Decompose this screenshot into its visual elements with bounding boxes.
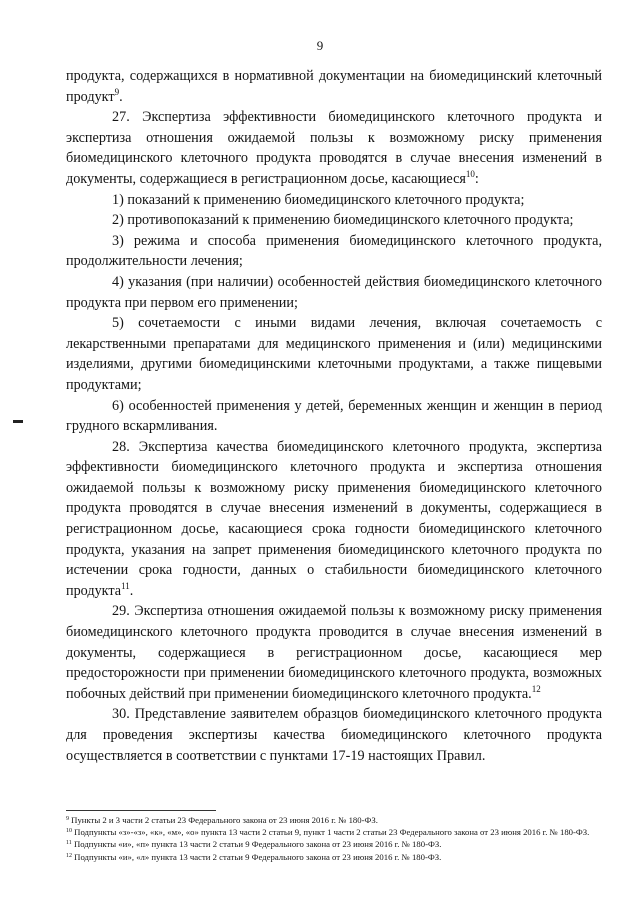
- footnotes: [66, 814, 606, 863]
- margin-mark: [13, 420, 23, 423]
- paragraph-text: 28. Экспертиза качества биомедицинского клеточного продукта, экспертиза эффективности биомедицинского клеточного продукта и экспертиза отношения ожидаемой пользы к возможному риску применения биомедицинского клеточного продукта проводятся в случае внесения изменений в документы, содержащиеся в регистрационном досье, касающиеся срока годности биомедицинского клеточного продукта, указания на запрет применения биомедицинского клеточного продукта по истечении срока годности, данных о стабильности биомедицинского клеточного продукта: [66, 438, 602, 599]
- paragraph-text: 30. Представление заявителем образцов биомедицинского клеточного продукта для проведения экспертизы качества биомедицинского клеточного продукта осуществляется в соответствии с пунктами 17-19 настоящих Правил.: [66, 706, 602, 764]
- paragraph: [66, 396, 602, 437]
- page-number: 9: [316, 38, 324, 53]
- paragraph: [66, 601, 602, 704]
- paragraph-punctuation: :: [474, 170, 479, 187]
- paragraph: [66, 107, 602, 189]
- document-body: [66, 66, 602, 766]
- footnote-text: Пункты 2 и 3 части 2 статьи 23 Федерального закона от 23 июня 2016 г. № 180-ФЗ.: [69, 815, 378, 825]
- footnote-number: 12: [66, 852, 72, 859]
- paragraph-text: 6) особенностей применения у детей, беременных женщин и женщин в период грудного вскармливания.: [66, 397, 602, 435]
- paragraph: [66, 210, 602, 231]
- paragraph-punctuation: .: [129, 582, 134, 599]
- paragraph-text: 1) показаний к применению биомедицинского клеточного продукта;: [112, 191, 525, 208]
- paragraph-text: продукта, содержащихся в нормативной документации на биомедицинский клеточный продукт: [66, 68, 602, 105]
- footnote: [66, 826, 606, 838]
- footnote-ref: 10: [465, 168, 475, 179]
- footnote-number: 10: [66, 828, 72, 835]
- paragraph-text: 27. Экспертиза эффективности биомедицинского клеточного продукта и экспертиза отношения ожидаемой пользы к возможному риску применения биомедицинского клеточного продукта проводятся в случае внесения изменений в документы, содержащиеся в регистрационном досье, касающиеся: [66, 109, 602, 187]
- paragraph: [66, 704, 602, 766]
- paragraph-text: 3) режима и способа применения биомедицинского клеточного продукта, продолжительности лечения;: [66, 232, 602, 270]
- footnote-number: 9: [66, 816, 69, 822]
- paragraph-punctuation: .: [119, 88, 123, 105]
- footnote-ref: 11: [121, 580, 130, 591]
- footnote: [66, 814, 606, 826]
- footnote-ref: 9: [114, 86, 120, 97]
- footnote: [66, 838, 606, 850]
- paragraph: [66, 437, 602, 602]
- paragraph-text: 2) противопоказаний к применению биомедицинского клеточного продукта;: [112, 212, 574, 229]
- footnote-text: Подпункты «и», «п» пункта 13 части 2 статьи 9 Федерального закона от 23 июня 2016 г. № 180-ФЗ.: [71, 839, 442, 850]
- paragraph: [66, 190, 602, 211]
- footnote: [66, 851, 606, 863]
- footnote-text: Подпункты «з»-«з», «к», «м», «о» пункта 13 части 2 статьи 9, пункт 1 части 2 статьи 23 Федерального закона от 23 июня 2016 г. № 180-ФЗ.: [72, 827, 590, 838]
- footnote-ref: 12: [531, 683, 541, 694]
- paragraph: [66, 272, 602, 313]
- footnote-separator: [66, 810, 216, 811]
- footnote-text: Подпункты «и», «л» пункта 13 части 2 статьи 9 Федерального закона от 23 июня 2016 г. № 180-ФЗ.: [72, 851, 442, 862]
- paragraph: [66, 66, 602, 107]
- footnote-number: 11: [66, 840, 72, 847]
- paragraph-text: 5) сочетаемости с иными видами лечения, включая сочетаемость с лекарственными препаратами для медицинского применения и (или) медицинскими изделиями, другими биомедицинскими клеточными продуктами, а также пищевыми продуктами;: [66, 315, 602, 393]
- paragraph-text: 29. Экспертиза отношения ожидаемой пользы к возможному риску применения биомедицинского клеточного продукта проводится в случае внесения изменений в документы, содержащиеся в регистрационном досье, касающиеся мер предосторожности при применении биомедицинского клеточного продукта, возможных побочных действий при применении биомедицинского клеточного продукта.: [66, 603, 602, 702]
- paragraph: [66, 313, 602, 395]
- paragraph: [66, 231, 602, 272]
- paragraph-text: 4) указания (при наличии) особенностей действия биомедицинского клеточного продукта при первом его применении;: [66, 273, 602, 311]
